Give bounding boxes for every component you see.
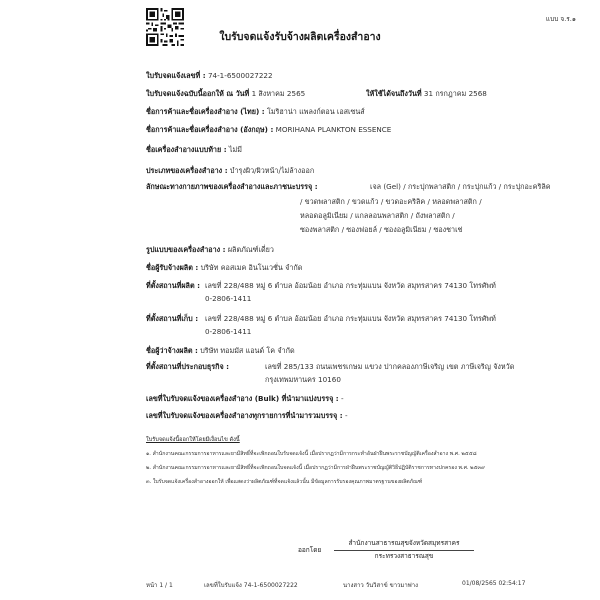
physical-form-label: ลักษณะทางกายภาพของเครื่องสำอางและภาชนะบรรจุ xyxy=(146,182,313,191)
notification-no-row: ใบรับจดแจ้งเลขที่ : 74-1-6500027222 xyxy=(146,71,273,80)
business-location-line2: กรุงเทพมหานคร 10160 xyxy=(265,375,341,384)
condition-item: ๑. สำนักงานคณะกรรมการอาหารและยามีสิทธิ์ที่จะเพิกถอนใบรับจดแจ้งนี้ เมื่อปรากฏว่ามีการกระทำอันฝ่าฝืนพระราชบัญญัติเครื่องสำอาง พ.ศ. ๒๕๕๘ xyxy=(146,451,477,457)
all-items-no-value: - xyxy=(344,411,348,420)
condition-item: ๓. ใบรับจดแจ้งเครื่องสำอางออกให้ เพื่อแสดงว่าผลิตภัณฑ์ที่จดแจ้งแล้วนั้น มีข้อมูลการรับรองคุณภาพมาตรฐานของผลิตภัณฑ์ xyxy=(146,479,423,485)
suffix-name-value: ไม่มี xyxy=(228,145,242,154)
storage-location-label: ที่ตั้งสถานที่เก็บ xyxy=(146,314,193,323)
trade-name-th-label: ชื่อการค้าและชื่อเครื่องสำอาง (ไทย) xyxy=(146,107,260,116)
trade-name-en-value: MORIHANA PLANKTON ESSENCE xyxy=(275,125,392,134)
issue-date-value: 1 สิงหาคม 2565 xyxy=(251,89,306,98)
issue-date-row xyxy=(146,88,305,99)
form-code: แบบ จ.ร.๑ xyxy=(545,15,576,23)
product-type-label: ประเภทของเครื่องสำอาง xyxy=(146,166,223,175)
notification-no-label: ใบรับจดแจ้งเลขที่ xyxy=(146,71,201,80)
physical-form-row: ลักษณะทางกายภาพของเครื่องสำอางและภาชนะบรรจุ : xyxy=(146,182,318,191)
issuing-office: สำนักงานสาธารณสุขจังหวัดสมุทรสาคร xyxy=(334,538,474,551)
packaging-style-label: รูปแบบของเครื่องสำอาง xyxy=(146,245,221,254)
footer-timestamp: 01/08/2565 02:54:17 xyxy=(462,580,526,587)
suffix-name-label: ชื่อเครื่องสำอางแบบท้าย xyxy=(146,145,222,154)
contractor-value: บริษัท ทอมมัส แอนด์ โค จำกัด xyxy=(200,346,295,355)
bulk-no-row: เลขที่ใบรับจดแจ้งของเครื่องสำอาง (Bulk) ที่นำมาแบ่งบรรจุ : - xyxy=(146,394,344,403)
storage-location-line2: 0-2806-1411 xyxy=(205,327,252,336)
trade-name-th-row: ชื่อการค้าและชื่อเครื่องสำอาง (ไทย) : โมริฮาน่า แพลงก์ตอน เอสเซนส์ xyxy=(146,107,365,116)
bulk-no-label: เลขที่ใบรับจดแจ้งของเครื่องสำอาง (Bulk) ที่นำมาแบ่งบรรจุ xyxy=(146,394,334,403)
physical-form-line: เจล (Gel) / กระปุกพลาสติก / กระปุกแก้ว / กระปุกอะคริลิค xyxy=(370,182,551,191)
mfg-location-line2: 0-2806-1411 xyxy=(205,294,252,303)
all-items-no-label: เลขที่ใบรับจดแจ้งของเครื่องสำอางทุกรายการที่นำมารวมบรรจุ xyxy=(146,411,338,420)
expiry-date-row xyxy=(366,88,487,99)
expiry-date-label: ให้ใช้ได้จนถึงวันที่ xyxy=(366,89,422,98)
suffix-name-row: ชื่อเครื่องสำอางแบบท้าย : ไม่มี xyxy=(146,145,242,154)
manufacturer-label: ชื่อผู้รับจ้างผลิต xyxy=(146,263,193,272)
physical-form-line: / ขวดพลาสติก / ขวดแก้ว / ขวดอะคริลิค / หลอดพลาสติก / xyxy=(300,197,482,206)
mfg-location-row: ที่ตั้งสถานที่ผลิต : xyxy=(146,281,201,290)
issuing-authority xyxy=(334,538,474,562)
product-type-value: บำรุงผิว/ผิวหน้า/ไม่ล้างออก xyxy=(229,166,315,175)
trade-name-en-row: ชื่อการค้าและชื่อเครื่องสำอาง (อังกฤษ) : MORIHANA PLANKTON ESSENCE xyxy=(146,125,392,134)
mfg-location-label: ที่ตั้งสถานที่ผลิต xyxy=(146,281,195,290)
contractor-row: ชื่อผู้ว่าจ้างผลิต : บริษัท ทอมมัส แอนด์ โค จำกัด xyxy=(146,346,295,355)
product-type-row: ประเภทของเครื่องสำอาง : บำรุงผิว/ผิวหน้า/ไม่ล้างออก xyxy=(146,166,315,175)
footer-officer: นางสาว วันวิสาข์ ขาวมาพ่าง xyxy=(343,582,419,589)
business-location-row: ที่ตั้งสถานที่ประกอบธุรกิจ : xyxy=(146,362,230,371)
mfg-location-line1: เลขที่ 228/488 หมู่ 6 ตำบล อ้อมน้อย อำเภอ กระทุ่มแบน จังหวัด สมุทรสาคร 74130 โทรศัพท์ xyxy=(205,281,496,290)
manufacturer-value: บริษัท คอสเมค อินโนเวชั่น จำกัด xyxy=(200,263,303,272)
bulk-no-value: - xyxy=(340,394,344,403)
all-items-no-row: เลขที่ใบรับจดแจ้งของเครื่องสำอางทุกรายการที่นำมารวมบรรจุ : - xyxy=(146,411,348,420)
manufacturer-row: ชื่อผู้รับจ้างผลิต : บริษัท คอสเมค อินโนเวชั่น จำกัด xyxy=(146,263,303,272)
business-location-label: ที่ตั้งสถานที่ประกอบธุรกิจ xyxy=(146,362,224,371)
storage-location-row: ที่ตั้งสถานที่เก็บ : xyxy=(146,314,199,323)
issued-by-label: ออกโดย xyxy=(298,546,322,554)
packaging-style-value: ผลิตภัณฑ์เดี่ยว xyxy=(227,245,274,254)
packaging-style-row: รูปแบบของเครื่องสำอาง : ผลิตภัณฑ์เดี่ยว xyxy=(146,245,274,254)
trade-name-th-value: โมริฮาน่า แพลงก์ตอน เอสเซนส์ xyxy=(266,107,365,116)
business-location-line1: เลขที่ 285/133 ถนนเพชรเกษม แขวง ปากคลองภาษีเจริญ เขต ภาษีเจริญ จังหวัด xyxy=(265,362,515,371)
issuing-ministry: กระทรวงสาธารณสุข xyxy=(374,552,434,560)
conditions-heading: ใบรับจดแจ้งนี้ออกให้โดยมีเงื่อนไข ดังนี้ xyxy=(146,437,240,443)
expiry-date-value: 31 กรกฎาคม 2568 xyxy=(423,89,487,98)
document-title: ใบรับจดแจ้งรับจ้างผลิตเครื่องสำอาง xyxy=(219,31,381,43)
page-indicator: หน้า 1 / 1 xyxy=(146,582,173,589)
storage-location-line1: เลขที่ 228/488 หมู่ 6 ตำบล อ้อมน้อย อำเภอ กระทุ่มแบน จังหวัด สมุทรสาคร 74130 โทรศัพท์ xyxy=(205,314,496,323)
trade-name-en-label: ชื่อการค้าและชื่อเครื่องสำอาง (อังกฤษ) xyxy=(146,125,268,134)
contractor-label: ชื่อผู้ว่าจ้างผลิต xyxy=(146,346,193,355)
physical-form-line: ซองพลาสติก / ซองฟอยล์ / ซองอลูมิเนียม / ซองชาเช่ xyxy=(300,225,463,234)
condition-item: ๒. สำนักงานคณะกรรมการอาหารและยามีสิทธิ์ที่จะเพิกถอนใบจดแจ้งนี้ เมื่อปรากฏว่ามีการฝ่าฝืนพระราชบัญญัติวิธีปฏิบัติราชการทางปกครอง พ.ศ. ๒๕๓๙ xyxy=(146,465,485,471)
physical-form-line: หลอดอลูมิเนียม / แกลลอนพลาสติก / ถังพลาสติก / xyxy=(300,211,455,220)
notification-no-value: 74-1-6500027222 xyxy=(207,71,273,80)
issue-date-label: ใบรับจดแจ้งฉบับนี้ออกให้ ณ วันที่ xyxy=(146,89,250,98)
footer-doc-no: เลขที่ใบรับแจ้ง 74-1-6500027222 xyxy=(204,582,298,589)
